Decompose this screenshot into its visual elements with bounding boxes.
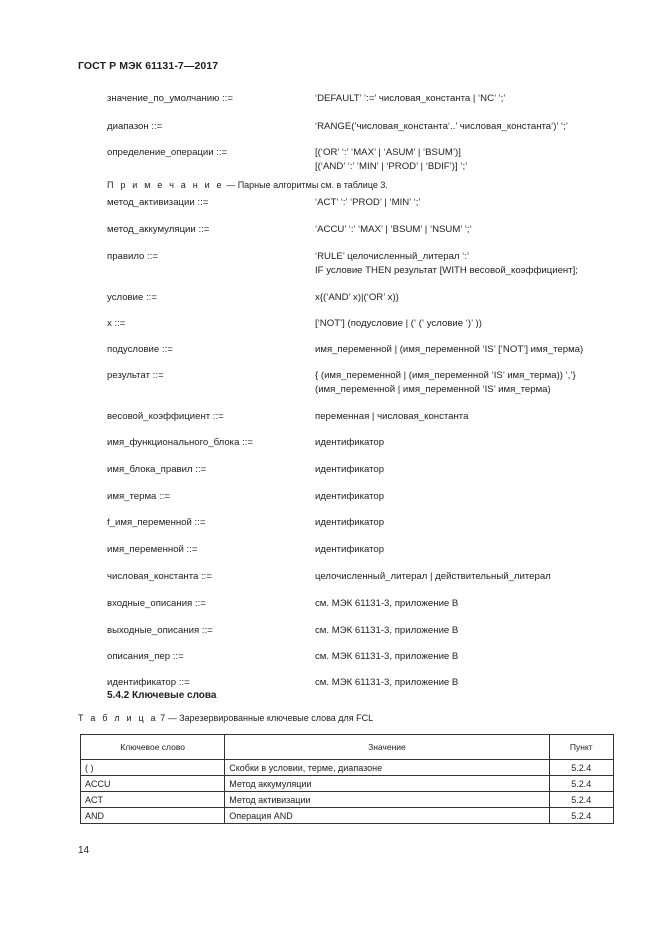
page-number: 14: [78, 845, 90, 856]
table-row: [81, 808, 614, 824]
keyword-cell: AND: [81, 808, 225, 824]
rule-definition-line: { (имя_переменной | (имя_переменной ‘IS’ имя_терма)) ‘,’}: [315, 370, 576, 381]
note-text: — Парные алгоритмы см. в таблице 3.: [223, 180, 388, 190]
rule-definition-line: имя_переменной | (имя_переменной ‘IS’ [‘NOT’] имя_терма): [315, 344, 584, 355]
rule-name: диапазон ::=: [107, 121, 163, 132]
meaning-cell: Скобки в условии, терме, диапазоне: [225, 760, 549, 776]
rule-definition-line: идентификатор: [315, 491, 385, 502]
rule-name: условие ::=: [107, 292, 157, 303]
rule-definition: [315, 120, 568, 134]
rule-definition-line: x{(‘AND’ x)|(‘OR’ x)}: [315, 292, 399, 303]
rule-definition: [315, 317, 482, 331]
rule-name: значение_по_умолчанию ::=: [107, 93, 233, 104]
rule-name: метод_аккумуляции ::=: [107, 224, 210, 235]
rule-definition-line: целочисленный_литерал | действительный_литерал: [315, 571, 551, 582]
rule-name: описания_пер ::=: [107, 651, 184, 662]
document-header: ГОСТ Р МЭК 61131-7—2017: [78, 60, 219, 72]
rule-definition-line: переменная | числовая_константа: [315, 411, 469, 422]
rule-definition: [315, 223, 472, 237]
rule-definition: [315, 676, 458, 690]
rule-definition: [315, 463, 384, 477]
rule-name: имя_функционального_блока ::=: [107, 437, 254, 448]
rule-definition: [315, 570, 551, 584]
keyword-cell: ACCU: [81, 776, 225, 792]
rule-definition-line: (имя_переменной | имя_переменной ‘IS’ имя_терма): [315, 383, 551, 395]
rule-name: идентификатор ::=: [107, 677, 190, 688]
clause-cell: 5.2.4: [549, 776, 613, 792]
keyword-cell: ACT: [81, 792, 225, 808]
rule-name: входные_описания ::=: [107, 598, 206, 609]
rule-definition: [315, 543, 384, 557]
table-caption-label: Т а б л и ц а: [78, 713, 158, 723]
table-row: [81, 792, 614, 808]
header-keyword: Ключевое слово: [81, 735, 225, 760]
rule-name: подусловие ::=: [107, 344, 173, 355]
rule-name: x ::=: [107, 318, 126, 329]
rule-definition-line: [(‘OR’ ‘:’ ‘MAX’ | ‘ASUM’ | ‘BSUM’)]: [315, 147, 461, 158]
rule-definition-line: [‘NOT’] (подусловие | (‘ (‘ условие ‘)’ )): [315, 318, 482, 329]
rule-definition-line: [(‘AND’ ‘:’ ‘MIN’ | ‘PROD’ | ‘BDIF’)] ‘;’: [315, 160, 468, 172]
rule-definition: [315, 516, 384, 530]
table-caption-text: 7 — Зарезервированные ключевые слова для FCL: [157, 713, 374, 723]
rule-definition-line: идентификатор: [315, 544, 385, 555]
rule-definition-line: идентификатор: [315, 517, 385, 528]
rule-name: выходные_описания ::=: [107, 625, 213, 636]
meaning-cell: Метод активизации: [225, 792, 549, 808]
rule-definition: [315, 196, 421, 210]
rule-name: имя_терма ::=: [107, 491, 170, 502]
rule-definition: [315, 410, 468, 424]
rule-definition: [315, 250, 578, 277]
rule-definition-line: ‘DEFAULT’ ‘:=’ числовая_константа | ‘NC’ ‘;’: [315, 93, 506, 104]
rule-name: имя_переменной ::=: [107, 544, 198, 555]
rule-name: определение_операции ::=: [107, 147, 228, 158]
rule-name: f_имя_переменной ::=: [107, 517, 206, 528]
rule-definition-line: см. МЭК 61131-3, приложение В: [315, 651, 459, 662]
rule-name: метод_активизации ::=: [107, 197, 209, 208]
rule-definition-line: ‘ACCU’ ‘:’ ‘MAX’ | ‘BSUM’ | ‘NSUM’ ‘;’: [315, 224, 472, 235]
rule-name: числовая_константа ::=: [107, 571, 212, 582]
rule-name: имя_блока_правил ::=: [107, 464, 207, 475]
rule-definition-line: идентификатор: [315, 437, 385, 448]
rule-definition-line: ‘ACT’ ‘:’ ‘PROD’ | ‘MIN’ ‘;’: [315, 197, 421, 208]
header-meaning: Значение: [225, 735, 549, 760]
clause-cell: 5.2.4: [549, 808, 613, 824]
rule-definition: [315, 624, 458, 638]
rule-definition: [315, 343, 583, 357]
meaning-cell: Метод аккумуляции: [225, 776, 549, 792]
note-label: П р и м е ч а н и е: [107, 180, 224, 190]
table-header-row: [81, 735, 614, 760]
rule-definition: [315, 650, 458, 664]
keyword-cell: ( ): [81, 760, 225, 776]
rule-definition-line: см. МЭК 61131-3, приложение В: [315, 598, 459, 609]
rule-name: весовой_коэффициент ::=: [107, 411, 224, 422]
rule-definition: [315, 436, 384, 450]
clause-cell: 5.2.4: [549, 760, 613, 776]
table-caption: [78, 713, 373, 723]
keywords-table: [80, 734, 614, 824]
section-heading: 5.4.2 Ключевые слова: [107, 690, 217, 701]
header-clause: Пункт: [549, 735, 613, 760]
rule-name: результат ::=: [107, 370, 164, 381]
rule-definition-line: ‘RANGE(’числовая_константа‘..’ числовая_константа‘)’ ‘;’: [315, 121, 568, 132]
rule-definition-line: идентификатор: [315, 464, 385, 475]
clause-cell: 5.2.4: [549, 792, 613, 808]
meaning-cell: Операция AND: [225, 808, 549, 824]
rule-definition-line: см. МЭК 61131-3, приложение В: [315, 677, 459, 688]
rule-definition: [315, 146, 467, 173]
table-row: [81, 760, 614, 776]
note: [107, 180, 388, 190]
rule-definition: [315, 597, 458, 611]
rule-definition: [315, 291, 399, 305]
rule-definition-line: ‘RULE’ целочисленный_литерал ‘:’: [315, 251, 470, 262]
rule-definition: [315, 369, 576, 396]
table-row: [81, 776, 614, 792]
rule-definition: [315, 92, 505, 106]
rule-name: правило ::=: [107, 251, 158, 262]
rule-definition-line: IF условие THEN результат [WITH весовой_коэффициент];: [315, 264, 578, 276]
rule-definition-line: см. МЭК 61131-3, приложение В: [315, 625, 459, 636]
rule-definition: [315, 490, 384, 504]
